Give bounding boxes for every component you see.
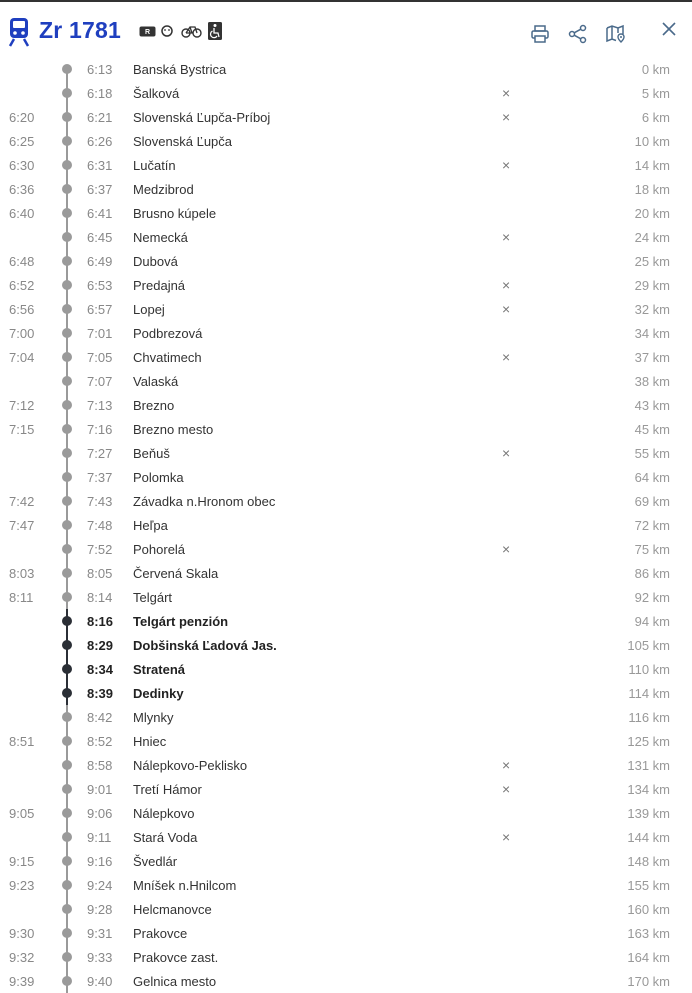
refreshment-icon [160,22,174,40]
stop-list [0,57,692,993]
arrival-time: 9:15 [9,854,35,869]
stop-row[interactable] [0,369,692,393]
request-stop-icon: × [502,109,511,125]
distance: 114 km [628,686,670,701]
departure-time: 9:24 [87,878,113,893]
departure-time: 9:01 [87,782,113,797]
distance: 14 km [634,158,670,173]
distance: 155 km [627,878,670,893]
arrival-time: 8:51 [9,734,35,749]
departure-time: 8:52 [87,734,113,749]
stop-row[interactable] [0,489,692,513]
stop-row[interactable] [0,873,692,897]
station-name[interactable]: Stará Voda [133,830,198,845]
distance: 32 km [634,302,670,317]
departure-time: 6:49 [87,254,113,269]
arrival-time: 9:23 [9,878,35,893]
station-name[interactable]: Telgárt penzión [133,614,229,629]
stop-row[interactable] [0,297,692,321]
stop-row[interactable] [0,225,692,249]
station-name[interactable]: Mlynky [133,710,174,725]
station-name[interactable]: Slovenská Ľupča-Príboj [133,110,271,125]
distance: 144 km [627,830,670,845]
stop-dot [62,880,72,890]
stop-dot [62,976,72,986]
departure-time: 8:58 [87,758,113,773]
station-name[interactable]: Heľpa [133,518,168,533]
station-name[interactable]: Brezno [133,398,175,413]
stop-dot [62,376,72,386]
request-stop-icon: × [502,445,511,461]
arrival-time: 6:40 [9,206,35,221]
station-name[interactable]: Závadka n.Hronom obec [133,494,276,509]
station-name[interactable]: Prakovce [133,926,188,941]
arrival-time: 8:11 [9,590,34,605]
stop-dot [62,328,72,338]
departure-time: 7:07 [87,374,113,389]
stop-dot [62,616,72,626]
distance: 72 km [634,518,670,533]
stop-dot [62,808,72,818]
distance: 25 km [634,254,670,269]
arrival-time: 7:42 [9,494,35,509]
distance: 5 km [641,86,670,101]
wheelchair-icon [208,22,222,40]
distance: 24 km [634,230,670,245]
arrival-time: 7:12 [9,398,35,413]
distance: 163 km [627,926,670,941]
request-stop-icon: × [502,541,511,557]
departure-time: 7:13 [87,398,113,413]
request-stop-icon: × [502,349,511,365]
stop-dot [62,496,72,506]
stop-row[interactable] [0,585,692,609]
stop-row[interactable] [0,705,692,729]
stop-dot [62,592,72,602]
arrival-time: 6:30 [9,158,35,173]
departure-time: 6:31 [87,158,113,173]
stop-row[interactable] [0,729,692,753]
stop-dot [62,112,72,122]
request-stop-icon: × [502,277,511,293]
stop-dot [62,424,72,434]
station-name[interactable]: Lučatín [133,158,176,173]
stop-dot [62,448,72,458]
stop-dot [62,832,72,842]
stop-row[interactable] [0,105,692,129]
station-name[interactable]: Brusno kúpele [133,206,217,221]
stop-row[interactable] [0,969,692,993]
departure-time: 9:28 [87,902,113,917]
arrival-time: 7:04 [9,350,35,365]
station-name[interactable]: Chvatimech [133,350,202,365]
stop-row[interactable] [0,897,692,921]
stop-row[interactable] [0,777,692,801]
distance: 37 km [634,350,670,365]
svg-text:R: R [144,28,150,36]
station-name[interactable]: Telgárt [133,590,173,605]
stop-dot [62,160,72,170]
stop-row[interactable] [0,57,692,81]
station-name[interactable]: Nemecká [133,230,188,245]
departure-time: 8:34 [87,662,114,677]
arrival-time: 6:20 [9,110,35,125]
stop-row[interactable] [0,633,692,657]
arrival-time: 6:52 [9,278,35,293]
stop-row[interactable] [0,561,692,585]
departure-time: 7:43 [87,494,113,509]
stop-dot [62,208,72,218]
departure-time: 6:45 [87,230,113,245]
stop-dot [62,904,72,914]
arrival-time: 7:00 [9,326,35,341]
stop-row[interactable] [0,513,692,537]
stop-dot [62,88,72,98]
departure-time: 8:39 [87,686,114,701]
stop-row[interactable] [0,177,692,201]
station-name[interactable]: Helcmanovce [133,902,212,917]
close-icon[interactable] [660,20,682,42]
distance: 34 km [634,326,670,341]
stop-row[interactable] [0,345,692,369]
stop-dot [62,136,72,146]
stop-row[interactable] [0,849,692,873]
station-name[interactable]: Hniec [133,734,167,749]
stop-dot [62,304,72,314]
stop-row[interactable] [0,681,692,705]
request-stop-icon: × [502,829,511,845]
station-name[interactable]: Medzibrod [133,182,194,197]
train-icon [8,17,30,47]
station-name[interactable]: Beňuš [133,446,170,461]
station-name[interactable]: Pohorelá [133,542,186,557]
stop-dot [62,952,72,962]
station-name[interactable]: Polomka [133,470,184,485]
departure-time: 7:16 [87,422,113,437]
stop-dot [62,400,72,410]
station-name[interactable]: Dubová [133,254,178,269]
station-name[interactable]: Stratená [133,662,186,677]
stop-row[interactable] [0,465,692,489]
stop-row[interactable] [0,657,692,681]
departure-time: 9:06 [87,806,113,821]
station-name[interactable]: Gelnica mesto [133,974,217,989]
station-name[interactable]: Brezno mesto [133,422,214,437]
train-title: Zr 1781 [39,17,121,43]
station-name[interactable]: Slovenská Ľupča [133,134,233,149]
stop-dot [62,472,72,482]
distance: 75 km [634,542,670,557]
station-name[interactable]: Nálepkovo [133,806,195,821]
station-name[interactable]: Červená Skala [133,566,219,581]
departure-time: 6:21 [87,110,113,125]
station-name[interactable]: Šalková [133,86,180,101]
stop-dot [62,856,72,866]
stop-row[interactable] [0,129,692,153]
station-name[interactable]: Švedlár [133,854,178,869]
distance: 110 km [628,662,670,677]
distance: 64 km [634,470,670,485]
distance: 131 km [627,758,670,773]
request-stop-icon: × [502,757,511,773]
departure-time: 8:42 [87,710,113,725]
arrival-time: 9:05 [9,806,35,821]
station-name[interactable]: Nálepkovo-Peklisko [133,758,248,773]
distance: 134 km [627,782,670,797]
departure-time: 7:52 [87,542,113,557]
departure-time: 7:48 [87,518,113,533]
distance: 69 km [634,494,670,509]
arrival-time: 6:25 [9,134,35,149]
stop-row[interactable] [0,945,692,969]
stop-row[interactable] [0,393,692,417]
distance: 29 km [634,278,670,293]
distance: 160 km [627,902,670,917]
arrival-time: 9:32 [9,950,35,965]
distance: 86 km [634,566,670,581]
station-name[interactable]: Valaská [133,374,179,389]
distance: 10 km [634,134,670,149]
stop-dot [62,232,72,242]
departure-time: 6:18 [87,86,113,101]
stop-row[interactable] [0,321,692,345]
stop-dot [62,640,72,650]
departure-time: 7:01 [87,326,113,341]
map-icon[interactable] [606,24,628,46]
share-icon[interactable] [568,24,590,46]
request-stop-icon: × [502,157,511,173]
print-icon[interactable] [530,24,552,46]
request-stop-icon: × [502,229,511,245]
stop-row[interactable] [0,153,692,177]
request-stop-icon: × [502,85,511,101]
bicycle-icon [180,22,202,40]
train-header [0,2,692,60]
departure-time: 6:37 [87,182,113,197]
departure-time: 7:27 [87,446,113,461]
stop-row[interactable] [0,273,692,297]
station-name[interactable]: Podbrezová [133,326,203,341]
departure-time: 8:16 [87,614,114,629]
station-name[interactable]: Dobšinská Ľadová Jas. [133,638,277,653]
stop-dot [62,544,72,554]
stop-row[interactable] [0,801,692,825]
reservation-icon [138,22,156,40]
distance: 55 km [634,446,670,461]
stop-dot [62,928,72,938]
request-stop-icon: × [502,781,511,797]
station-name[interactable]: Predajná [133,278,186,293]
departure-time: 9:16 [87,854,113,869]
distance: 164 km [627,950,670,965]
station-name[interactable]: Tretí Hámor [133,782,202,797]
distance: 105 km [627,638,670,653]
distance: 148 km [627,854,670,869]
distance: 139 km [627,806,670,821]
station-name[interactable]: Mníšek n.Hnilcom [133,878,237,893]
distance: 6 km [641,110,670,125]
arrival-time: 7:47 [9,518,35,533]
arrival-time: 6:48 [9,254,35,269]
stop-dot [62,280,72,290]
stop-dot [62,64,72,74]
stop-dot [62,520,72,530]
station-name[interactable]: Banská Bystrica [133,62,227,77]
arrival-time: 7:15 [9,422,35,437]
departure-time: 6:13 [87,62,113,77]
departure-time: 9:31 [87,926,113,941]
departure-time: 7:05 [87,350,113,365]
stop-row[interactable] [0,417,692,441]
departure-time: 8:14 [87,590,113,605]
departure-time: 6:41 [87,206,113,221]
stop-dot [62,256,72,266]
stop-dot [62,688,72,698]
departure-time: 9:33 [87,950,113,965]
stop-row[interactable] [0,753,692,777]
arrival-time: 6:56 [9,302,35,317]
departure-time: 9:40 [87,974,113,989]
departure-time: 6:57 [87,302,113,317]
stop-dot [62,760,72,770]
distance: 18 km [634,182,670,197]
stop-dot [62,736,72,746]
station-name[interactable]: Prakovce zast. [133,950,219,965]
distance: 94 km [634,614,670,629]
stop-dot [62,568,72,578]
departure-time: 8:05 [87,566,113,581]
stop-dot [62,712,72,722]
stop-row[interactable] [0,825,692,849]
request-stop-icon: × [502,301,511,317]
stop-dot [62,784,72,794]
arrival-time: 9:39 [9,974,35,989]
stop-row[interactable] [0,441,692,465]
distance: 38 km [634,374,670,389]
departure-time: 6:53 [87,278,113,293]
stop-dot [62,664,72,674]
arrival-time: 8:03 [9,566,35,581]
departure-time: 7:37 [87,470,113,485]
stop-dot [62,184,72,194]
distance: 20 km [634,206,670,221]
departure-time: 6:26 [87,134,113,149]
stop-row[interactable] [0,537,692,561]
station-name[interactable]: Dedinky [133,686,184,701]
distance: 43 km [634,398,670,413]
distance: 0 km [641,62,670,77]
stop-row[interactable] [0,609,692,633]
departure-time: 8:29 [87,638,114,653]
arrival-time: 6:36 [9,182,35,197]
stop-row[interactable] [0,249,692,273]
stop-dot [62,352,72,362]
stop-row[interactable] [0,201,692,225]
stop-row[interactable] [0,921,692,945]
distance: 116 km [628,710,670,725]
arrival-time: 9:30 [9,926,35,941]
distance: 125 km [627,734,670,749]
distance: 170 km [627,974,670,989]
distance: 45 km [634,422,670,437]
stop-row[interactable] [0,81,692,105]
station-name[interactable]: Lopej [133,302,165,317]
distance: 92 km [634,590,670,605]
departure-time: 9:11 [87,830,112,845]
